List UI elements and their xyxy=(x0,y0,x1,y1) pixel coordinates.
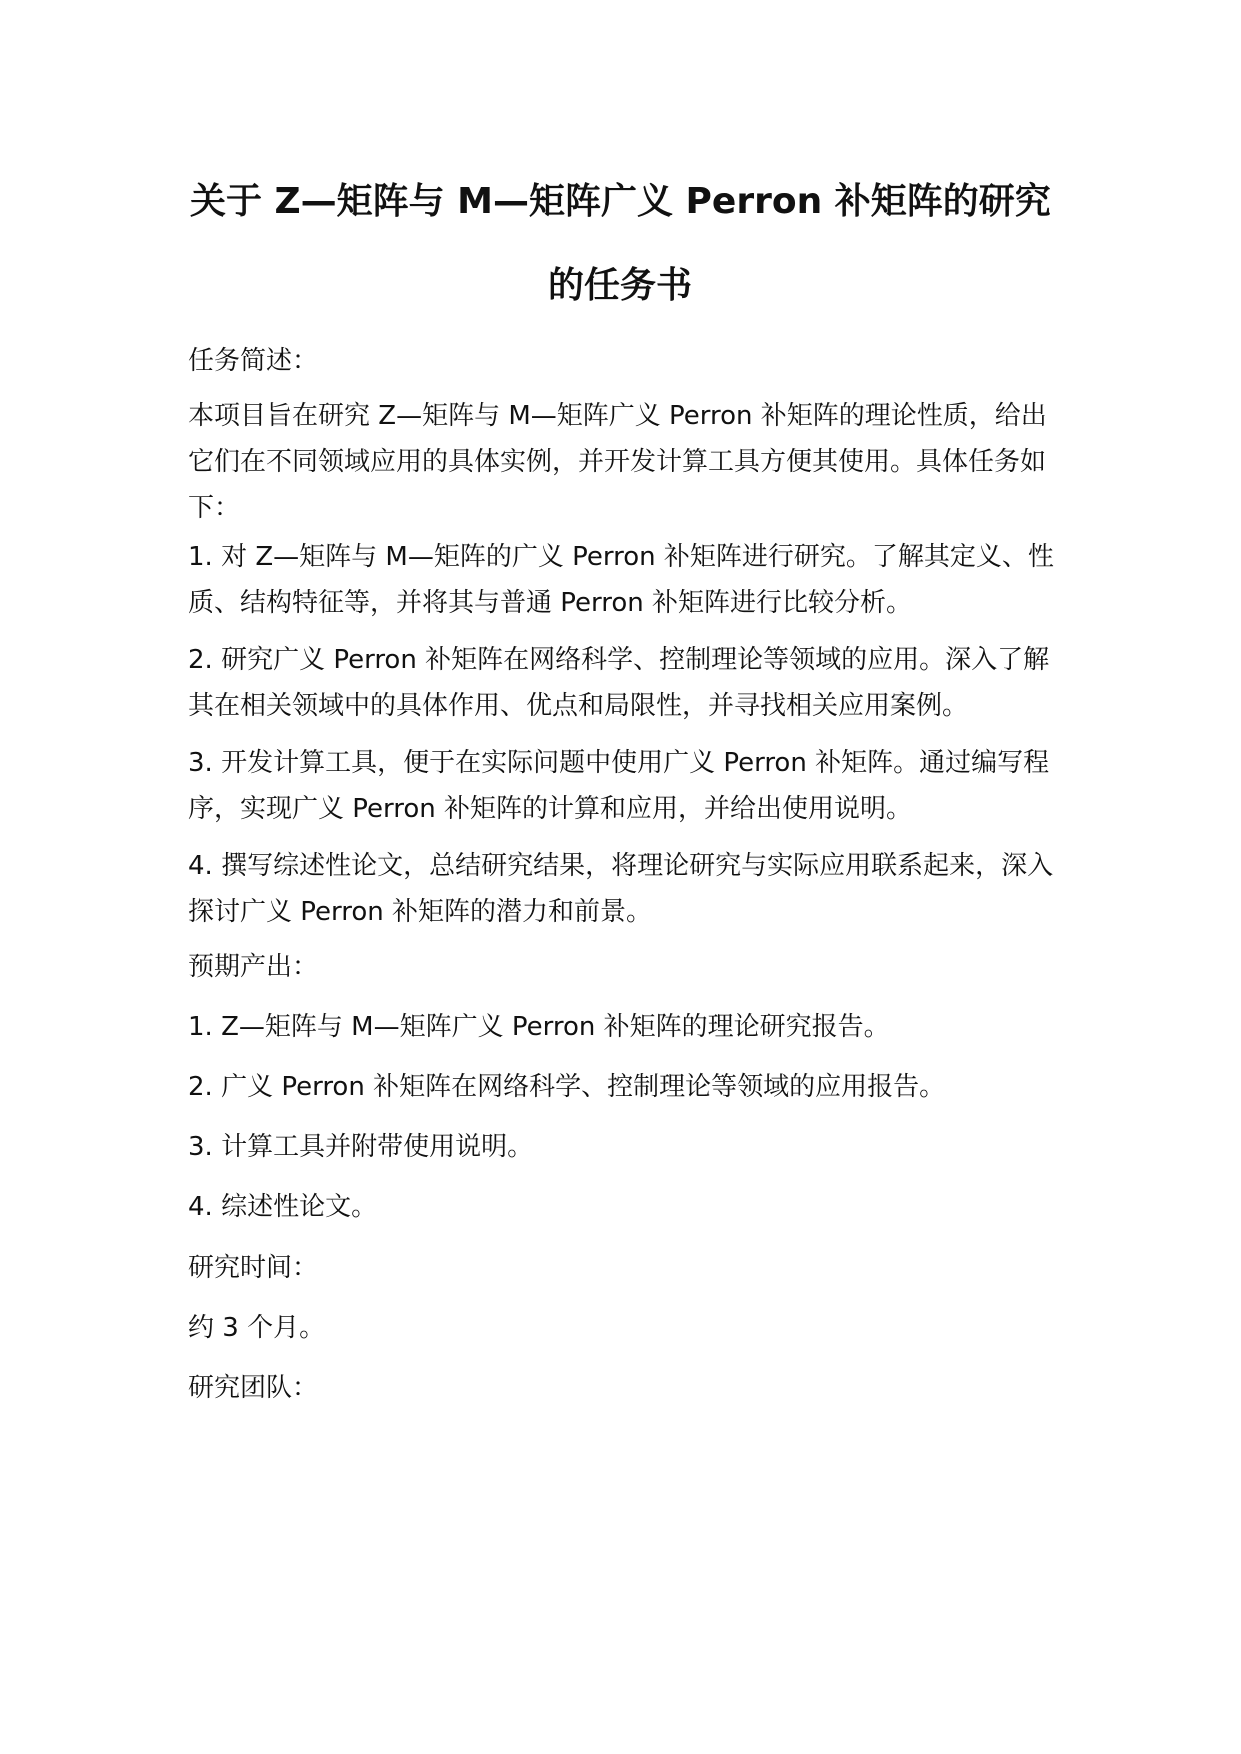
output-item-2: 2. 广义 Perron 补矩阵在网络科学、控制理论等领域的应用报告。 xyxy=(188,1072,946,1102)
output-item-3: 3. 计算工具并附带使用说明。 xyxy=(188,1132,534,1162)
output-item-1: 1. Z—矩阵与 M—矩阵广义 Perron 补矩阵的理论研究报告。 xyxy=(188,1012,890,1042)
section-heading-research-time: 研究时间： xyxy=(188,1253,319,1283)
section-heading-task-summary: 任务简述： xyxy=(188,346,319,376)
task-item-3: 3. 开发计算工具，便于在实际问题中使用广义 Perron 补矩阵。通过编写程序，实现广义 Perron 补矩阵的计算和应用，并给出使用说明。 xyxy=(188,748,1050,824)
paragraph-intro: 本项目旨在研究 Z—矩阵与 M—矩阵广义 Perron 补矩阵的理论性质，给出它们在不同领域应用的具体实例，并开发计算工具方便其使用。具体任务如下： xyxy=(188,401,1047,523)
section-heading-research-team: 研究团队： xyxy=(188,1373,319,1403)
document-title-line-1: 关于 Z—矩阵与 M—矩阵广义 Perron 补矩阵的研究 xyxy=(190,181,1051,222)
output-item-4: 4. 综述性论文。 xyxy=(188,1192,378,1222)
research-time-value: 约 3 个月。 xyxy=(188,1313,326,1343)
section-heading-expected-output: 预期产出： xyxy=(188,952,319,982)
task-item-2: 2. 研究广义 Perron 补矩阵在网络科学、控制理论等领域的应用。深入了解其在相关领域中的具体作用、优点和局限性，并寻找相关应用案例。 xyxy=(188,645,1050,721)
document-title-line-2: 的任务书 xyxy=(547,265,692,306)
task-item-4: 4. 撰写综述性论文，总结研究结果，将理论研究与实际应用联系起来，深入探讨广义 Perron 补矩阵的潜力和前景。 xyxy=(188,851,1054,927)
task-item-1: 1. 对 Z—矩阵与 M—矩阵的广义 Perron 补矩阵进行研究。了解其定义、性质、结构特征等，并将其与普通 Perron 补矩阵进行比较分析。 xyxy=(188,542,1054,618)
